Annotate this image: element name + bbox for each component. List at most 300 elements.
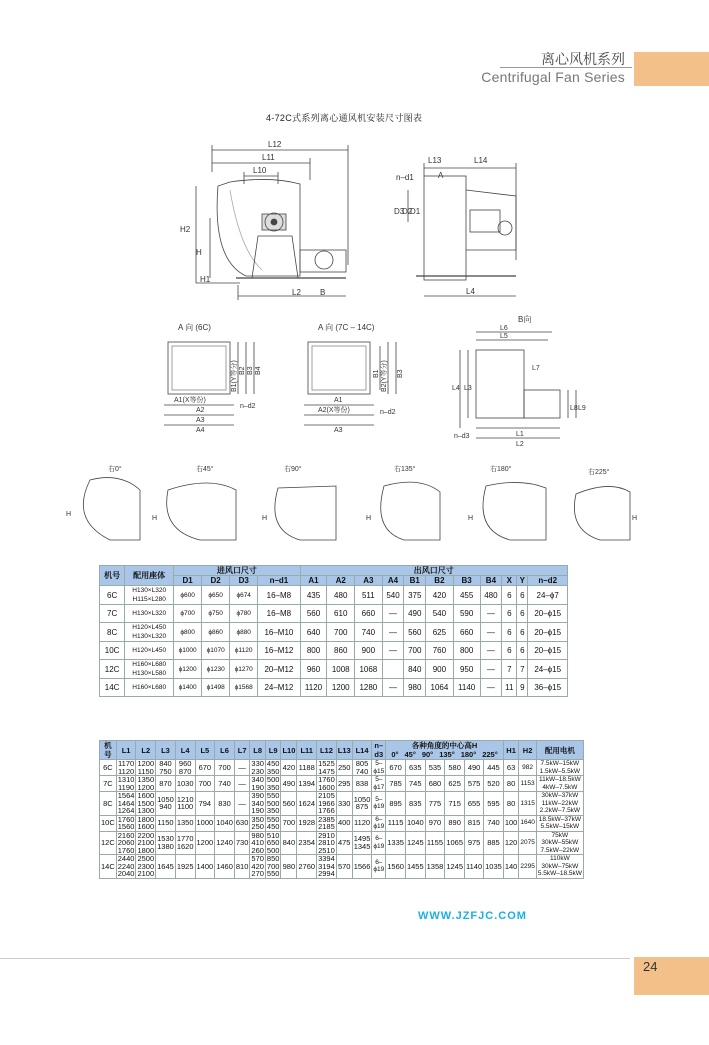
cell-y: 9 — [517, 679, 528, 697]
height-value: 1358 — [425, 855, 445, 879]
seat-cell — [125, 586, 174, 605]
cell-l8 — [250, 792, 266, 816]
height-value: 595 — [484, 792, 504, 816]
svg-text:n–d3: n–d3 — [454, 433, 470, 440]
motor-value: 75kW — [551, 831, 569, 839]
installation-dimension-table — [99, 740, 584, 879]
drawing-svg — [0, 126, 709, 556]
cell-value: 1645 — [157, 861, 174, 871]
cell-value: 2240 — [117, 861, 135, 871]
technical-drawings — [0, 126, 709, 556]
cell-value: 2760 — [298, 861, 316, 871]
cell-l11 — [297, 831, 317, 855]
col-header: H2 — [519, 741, 536, 760]
cell-h2: 982 — [519, 760, 536, 776]
cell-l6 — [215, 760, 235, 776]
col-header: B3 — [453, 576, 480, 586]
cell-d3: ϕ674 — [230, 586, 258, 605]
svg-text:A2: A2 — [196, 407, 205, 414]
cell-l1 — [116, 776, 136, 792]
cell-value: 1170 — [118, 759, 135, 768]
cell-value: 830 — [218, 798, 231, 808]
cell-nd1: 20–M12 — [258, 660, 300, 679]
svg-text:A: A — [438, 171, 444, 180]
cell-d1: ϕ1400 — [174, 679, 202, 697]
angle-label: 180° — [460, 750, 477, 759]
svg-text:右135°: 右135° — [394, 466, 416, 473]
cell-value: 330 — [251, 759, 264, 768]
cell-l6 — [215, 855, 235, 879]
cell-value: 1345 — [353, 841, 371, 851]
cell-value: 1210 — [176, 794, 194, 804]
cell-l7 — [234, 855, 250, 879]
cell-nd2: 20–ϕ15 — [528, 623, 568, 642]
col-header: L8 — [250, 741, 266, 760]
motor-value: 18.5kW–37kW — [538, 815, 581, 823]
cell-value: 1800 — [137, 814, 155, 824]
cell-value: 1800 — [137, 845, 155, 855]
cell-b2: 1064 — [426, 679, 454, 697]
angle-label: 225° — [482, 750, 498, 759]
cell-a1: 560 — [300, 605, 327, 623]
cell-value: 1100 — [177, 802, 194, 812]
motor-value: 30kW–55kW — [541, 839, 579, 846]
col-header: 机号 — [100, 741, 117, 760]
svg-text:L4: L4 — [452, 385, 460, 392]
cell-value: 840 — [282, 838, 296, 847]
angle-label: 0° — [391, 750, 399, 759]
cell-value: 1460 — [216, 861, 233, 871]
seat-cell — [125, 623, 174, 642]
group-header-outlet: 出风口尺寸 — [300, 566, 567, 576]
cell-a4 — [382, 660, 404, 679]
table-row — [100, 660, 568, 679]
cell-value: 450 — [266, 759, 280, 768]
series-title-en: Centrifugal Fan Series — [481, 69, 625, 85]
cell-l14 — [352, 815, 372, 831]
svg-text:A1: A1 — [334, 397, 343, 404]
seat-value: H160×L680 — [132, 684, 167, 691]
cell-nd2: 20–ϕ15 — [528, 605, 568, 623]
table-row — [100, 760, 584, 776]
svg-text:H1: H1 — [200, 275, 211, 284]
cell-nd3: 5–ϕ19 — [372, 792, 386, 816]
cell-d1: ϕ800 — [174, 623, 202, 642]
svg-text:L10: L10 — [253, 166, 267, 175]
height-value: 625 — [445, 776, 465, 792]
cell-value: 740 — [218, 778, 231, 788]
cell-value: 1394 — [298, 778, 316, 788]
cell-value: 330 — [337, 798, 351, 808]
cell-h2: 2295 — [519, 855, 536, 879]
cell-nd1: 16–M10 — [258, 623, 300, 642]
table-row — [100, 815, 584, 831]
cell-l2 — [136, 855, 156, 879]
svg-text:L2: L2 — [292, 288, 301, 297]
cell-value: 1566 — [353, 861, 371, 871]
cell-l2 — [136, 792, 156, 816]
cell-l8 — [250, 831, 266, 855]
cell-value: 420 — [282, 762, 296, 772]
cell-d3: ϕ880 — [230, 623, 258, 642]
col-header: L13 — [336, 741, 352, 760]
table-row — [100, 623, 568, 642]
cell-motor — [536, 760, 583, 776]
table-row — [100, 679, 568, 697]
cell-a3: 900 — [355, 642, 383, 660]
svg-text:A 向 (7C – 14C): A 向 (7C – 14C) — [318, 323, 375, 332]
cell-l13 — [336, 831, 352, 855]
cell-value: 840 — [159, 759, 172, 768]
cell-l10 — [281, 831, 297, 855]
model-number: 8C — [100, 792, 117, 816]
cell-b3: 1140 — [453, 679, 480, 697]
cell-value: 2500 — [137, 854, 155, 863]
cell-value: 550 — [266, 791, 280, 800]
cell-l13 — [336, 815, 352, 831]
cell-l12 — [317, 831, 337, 855]
h-group-header — [386, 741, 504, 760]
height-value: 1245 — [445, 855, 465, 879]
series-title-cn: 离心风机系列 — [541, 51, 625, 67]
cell-value: 870 — [159, 778, 172, 788]
cell-nd2: 24–ϕ7 — [528, 586, 568, 605]
height-value: 775 — [425, 792, 445, 816]
cell-l8 — [250, 760, 266, 776]
cell-l5 — [195, 792, 215, 816]
height-value: 635 — [405, 760, 425, 776]
cell-l5 — [195, 776, 215, 792]
cell-nd2: 20–ϕ15 — [528, 642, 568, 660]
model-number: 6C — [100, 760, 117, 776]
cell-value: 1350 — [176, 818, 194, 828]
cell-d1: ϕ700 — [174, 605, 202, 623]
cell-b1: 840 — [404, 660, 426, 679]
col-header: A3 — [355, 576, 383, 586]
cell-h1: 63 — [503, 760, 519, 776]
cell-value: 1300 — [137, 806, 155, 815]
cell-l5 — [195, 815, 215, 831]
page-number: 24 — [643, 959, 658, 974]
cell-value: 1770 — [176, 834, 194, 844]
cell-value: 400 — [337, 818, 351, 828]
cell-d1: ϕ600 — [174, 586, 202, 605]
cell-value: 1310 — [117, 775, 135, 784]
height-value: 1155 — [425, 831, 445, 855]
inlet-7c-labels — [318, 322, 404, 434]
table-row — [100, 586, 568, 605]
svg-text:H: H — [152, 515, 158, 522]
cell-value: 1200 — [196, 838, 214, 847]
col-header: Y — [517, 576, 528, 586]
table-row — [100, 776, 584, 792]
side-view-drawing — [196, 145, 348, 300]
cell-l6 — [215, 831, 235, 855]
height-value: 490 — [465, 760, 484, 776]
svg-text:B4: B4 — [255, 366, 262, 375]
svg-text:B1: B1 — [373, 369, 380, 378]
cell-value: 2060 — [117, 838, 135, 847]
cell-motor — [536, 815, 583, 831]
height-value: 1245 — [405, 831, 425, 855]
cell-l14 — [352, 831, 372, 855]
cell-motor — [536, 776, 583, 792]
col-header: n–d1 — [258, 576, 300, 586]
cell-l1 — [116, 815, 136, 831]
cell-value: 2810 — [318, 838, 335, 847]
col-header: L3 — [156, 741, 176, 760]
col-header: 配用电机 — [536, 741, 583, 760]
svg-text:B3: B3 — [397, 369, 404, 378]
cell-value: 2160 — [117, 830, 135, 840]
cell-d2: ϕ650 — [202, 586, 230, 605]
svg-text:B向: B向 — [518, 315, 532, 324]
cell-nd1: 16–M8 — [258, 586, 300, 605]
cell-nd3: 6–ϕ19 — [373, 815, 385, 830]
angle-label: 45° — [404, 750, 416, 759]
cell-value: 1925 — [176, 861, 194, 871]
cell-x: 6 — [502, 623, 517, 642]
svg-text:A2(X等份): A2(X等份) — [318, 407, 350, 414]
cell-l3 — [156, 855, 176, 879]
cell-value: 1766 — [318, 806, 335, 815]
svg-text:L1: L1 — [516, 431, 524, 438]
svg-text:A1(X等份): A1(X等份) — [174, 397, 206, 404]
motor-value: 5.5kW–15kW — [540, 823, 580, 830]
cell-value: 1760 — [117, 814, 135, 824]
cell-value: 1380 — [157, 841, 174, 851]
cell-a4: 540 — [382, 586, 404, 605]
cell-h1: 140 — [503, 855, 519, 879]
cell-a3: 740 — [355, 623, 383, 642]
cell-value: 2440 — [117, 854, 135, 863]
seat-value: H160×L680 — [132, 661, 167, 668]
height-value: 445 — [484, 760, 504, 776]
cell-l3 — [156, 815, 176, 831]
cell-l1 — [116, 792, 136, 816]
cell-value: 700 — [282, 818, 296, 828]
col-header: 配用座体 — [125, 566, 174, 586]
cell-l3 — [156, 760, 176, 776]
cell-d1: ϕ1000 — [174, 642, 202, 660]
height-value: 895 — [386, 792, 406, 816]
cell-value: 2994 — [318, 869, 335, 878]
cell-b4: — — [480, 679, 502, 697]
cell-d1: ϕ1200 — [174, 660, 202, 679]
col-header: H1 — [503, 741, 519, 760]
cell-value: 1560 — [117, 822, 135, 831]
cell-value: 500 — [266, 775, 280, 784]
cell-y: 7 — [517, 660, 528, 679]
cell-a4: — — [382, 679, 404, 697]
inlet-6c-drawing — [164, 342, 254, 425]
cell-value: 1966 — [318, 798, 335, 808]
cell-l13 — [336, 855, 352, 879]
cell-value: 2354 — [298, 838, 316, 847]
cell-value: 350 — [266, 766, 280, 776]
cell-value: 1495 — [353, 834, 371, 844]
cell-a3: 1280 — [355, 679, 383, 697]
cell-h2: 1153 — [519, 776, 536, 792]
height-value: 970 — [425, 815, 445, 831]
cell-h2: 2075 — [519, 831, 536, 855]
cell-value: 420 — [251, 861, 264, 871]
cell-value: 1350 — [137, 775, 155, 784]
cell-d3: ϕ780 — [230, 605, 258, 623]
cell-a4: — — [382, 642, 404, 660]
cell-a2: 1200 — [327, 679, 355, 697]
seat-value: H130×L580 — [132, 670, 167, 677]
cell-value: 2510 — [318, 845, 335, 855]
svg-text:B3: B3 — [247, 366, 254, 375]
svg-text:L5: L5 — [500, 333, 508, 340]
table-row — [100, 792, 584, 816]
svg-text:L3: L3 — [464, 385, 472, 392]
svg-text:n–d2: n–d2 — [240, 403, 256, 410]
cell-a4: — — [382, 605, 404, 623]
model-number: 12C — [100, 660, 125, 679]
cell-value: 870 — [178, 766, 192, 776]
cell-l10 — [281, 792, 297, 816]
cell-l4 — [175, 776, 195, 792]
height-value: 580 — [445, 760, 465, 776]
cell-value: 1150 — [157, 818, 174, 828]
cell-l12 — [317, 855, 337, 879]
cell-l5 — [195, 760, 215, 776]
svg-text:A 向 (6C): A 向 (6C) — [178, 323, 211, 332]
svg-text:L2: L2 — [516, 441, 524, 448]
cell-value: 810 — [235, 861, 249, 871]
motor-value: 30kW–37kW — [541, 792, 579, 799]
svg-text:A3: A3 — [334, 427, 343, 434]
col-header: L9 — [265, 741, 281, 760]
svg-text:右45°: 右45° — [196, 466, 214, 473]
cell-value: 1564 — [117, 791, 135, 800]
model-number: 10C — [100, 642, 125, 660]
svg-text:A4: A4 — [196, 427, 205, 434]
cell-nd3: 5–ϕ17 — [373, 776, 385, 791]
cell-l7 — [234, 792, 250, 816]
cell-value: 850 — [266, 854, 280, 863]
cell-l9 — [265, 831, 281, 855]
cell-value: 260 — [251, 845, 264, 855]
cell-value: 295 — [337, 778, 351, 788]
cell-value: — — [238, 778, 246, 788]
height-value: 975 — [465, 831, 484, 855]
cell-nd2: 24–ϕ15 — [528, 660, 568, 679]
cell-l3 — [156, 776, 176, 792]
motor-value: 4kW–7.5kW — [542, 783, 578, 791]
cell-value: 1200 — [137, 759, 155, 768]
cell-l7 — [234, 776, 250, 792]
svg-text:B2(Y等分): B2(Y等分) — [381, 360, 388, 392]
cell-value: 2100 — [137, 869, 155, 878]
height-value: 785 — [386, 776, 406, 792]
seat-value: H115×L280 — [132, 596, 166, 603]
cell-value: 500 — [266, 845, 280, 855]
cell-a2: 860 — [327, 642, 355, 660]
cell-l9 — [265, 815, 281, 831]
b-view-drawing — [460, 332, 576, 438]
cell-b3: 800 — [453, 642, 480, 660]
cell-value: 2910 — [318, 830, 335, 840]
svg-text:A3: A3 — [196, 417, 205, 424]
cell-value: — — [238, 798, 246, 808]
cell-value: 1500 — [137, 798, 155, 808]
cell-value: 740 — [355, 766, 369, 776]
cell-value: 250 — [337, 762, 351, 772]
cell-nd2: 36–ϕ15 — [528, 679, 568, 697]
cell-value: 2185 — [318, 822, 335, 831]
seat-cell — [125, 605, 174, 623]
cell-value: — — [238, 762, 246, 772]
cell-value: 1000 — [196, 818, 214, 828]
cell-value: 805 — [355, 759, 369, 768]
height-value: 815 — [465, 815, 484, 831]
footer-rule — [0, 958, 630, 959]
cell-l4 — [175, 792, 195, 816]
cell-value: 1530 — [157, 834, 174, 844]
col-header: L10 — [281, 741, 297, 760]
cell-value: 450 — [266, 822, 280, 831]
cell-l12 — [317, 760, 337, 776]
cell-h2: 1640 — [519, 815, 536, 831]
height-value: 715 — [445, 792, 465, 816]
height-value: 655 — [465, 792, 484, 816]
cell-d2: ϕ750 — [202, 605, 230, 623]
cell-value: 700 — [198, 778, 212, 788]
seat-cell — [125, 642, 174, 660]
cell-h1: 100 — [503, 815, 519, 831]
motor-value: 7.5kW–22kW — [540, 846, 580, 854]
height-value: 740 — [484, 815, 504, 831]
cell-value: 490 — [282, 778, 296, 788]
table-row — [100, 642, 568, 660]
svg-text:L8: L8 — [570, 405, 578, 412]
cell-a1: 800 — [300, 642, 327, 660]
cell-value: 340 — [251, 775, 264, 784]
cell-l7 — [234, 831, 250, 855]
cell-b2: 625 — [426, 623, 454, 642]
model-number: 7C — [100, 605, 125, 623]
motor-value: 110kW — [549, 855, 570, 862]
seat-value: H130×L320 — [132, 587, 167, 594]
front-view-labels — [394, 156, 488, 296]
cell-l14 — [352, 855, 372, 879]
col-header: A2 — [327, 576, 355, 586]
seat-cell — [125, 660, 174, 679]
svg-text:右225°: 右225° — [588, 469, 610, 476]
col-header: L4 — [175, 741, 195, 760]
col-header: D2 — [202, 576, 230, 586]
table-row — [100, 831, 584, 855]
col-header: A4 — [382, 576, 404, 586]
height-value: 1455 — [405, 855, 425, 879]
cell-value: 940 — [159, 802, 172, 812]
cell-l10 — [281, 776, 297, 792]
svg-text:L4: L4 — [466, 287, 475, 296]
height-value: 520 — [484, 776, 504, 792]
col-header: D3 — [230, 576, 258, 586]
seat-cell — [125, 679, 174, 697]
cell-nd1: 24–M12 — [258, 679, 300, 697]
cell-value: 794 — [198, 798, 212, 808]
cell-l13 — [336, 792, 352, 816]
cell-value: 350 — [266, 782, 280, 792]
col-header: B2 — [426, 576, 454, 586]
cell-value: 700 — [218, 762, 231, 772]
orientation-labels — [66, 464, 637, 522]
